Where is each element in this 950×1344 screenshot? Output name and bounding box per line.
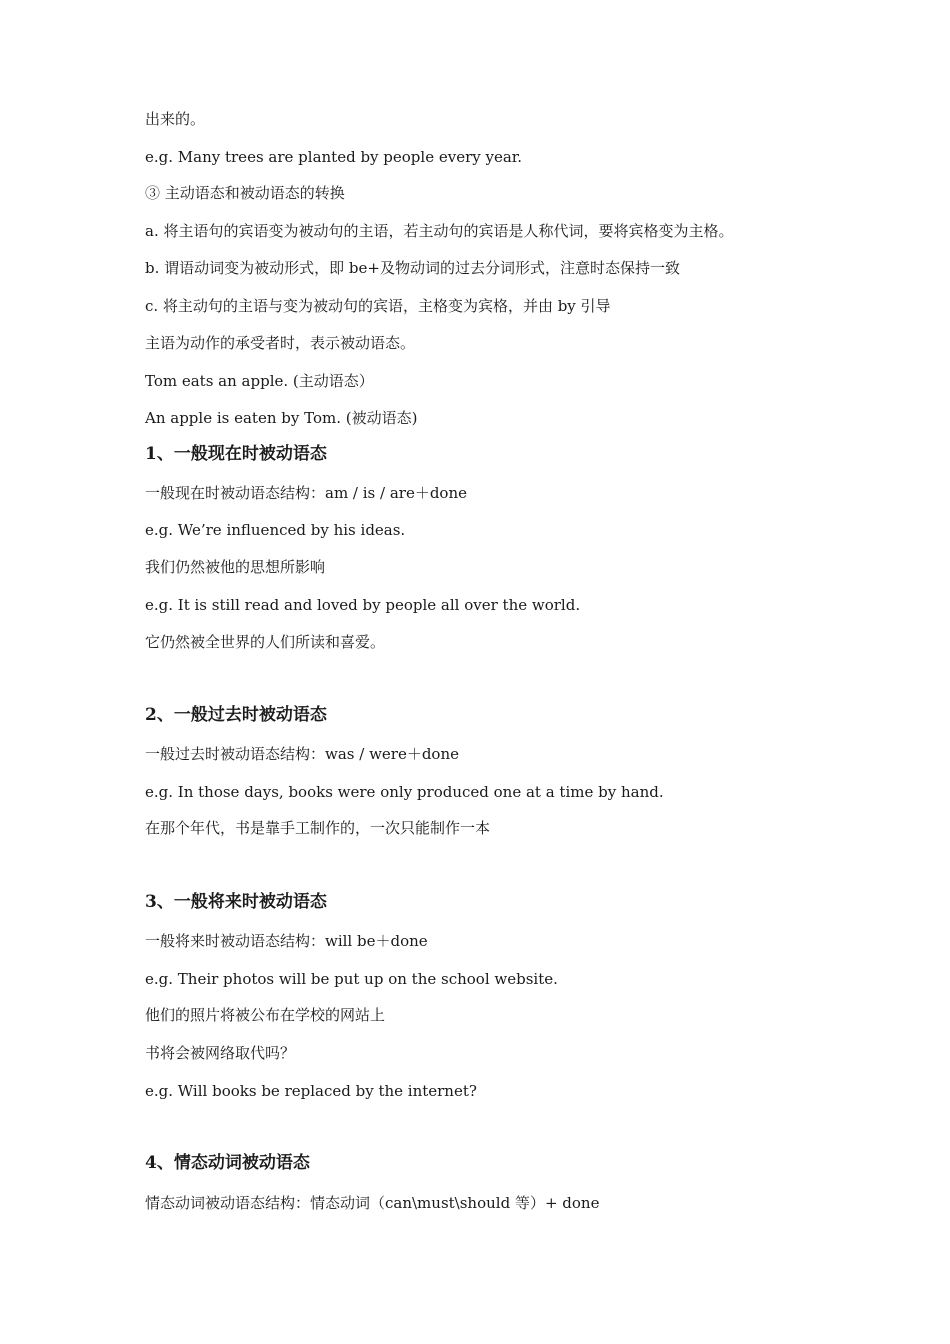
paragraph-line: 主语为动作的承受者时，表示被动语态。 — [145, 334, 416, 352]
section-heading-1: 1、一般现在时被动语态 — [145, 444, 327, 464]
structure-line: 一般过去时被动语态结构：was / were＋done — [145, 745, 460, 763]
rule-c: c. 将主动句的主语与变为被动句的宾语，主格变为宾格，并由 by 引导 — [145, 297, 611, 315]
example-sentence: e.g. Will books be replaced by the internet? — [145, 1082, 477, 1100]
example-sentence: e.g. Many trees are planted by people every year. — [145, 148, 523, 166]
example-sentence: e.g. We’re influenced by his ideas. — [145, 521, 406, 539]
translation-line: 他们的照片将被公布在学校的网站上 — [145, 1006, 386, 1024]
translation-line: 书将会被网络取代吗？ — [145, 1044, 296, 1062]
example-sentence: e.g. It is still read and loved by people all over the world. — [145, 596, 581, 614]
translation-line: 我们仍然被他的思想所影响 — [145, 558, 326, 576]
example-sentence: e.g. Their photos will be put up on the school website. — [145, 970, 558, 988]
translation-line: 它仍然被全世界的人们所读和喜爱。 — [145, 633, 386, 651]
rule-b: b. 谓语动词变为被动形式，即 be+及物动词的过去分词形式，注意时态保持一致 — [145, 259, 680, 277]
rule-a: a. 将主语句的宾语变为被动句的主语，若主动句的宾语是人称代词，要将宾格变为主格。 — [145, 222, 734, 240]
paragraph-line: 出来的。 — [145, 110, 206, 128]
example-sentence: e.g. In those days, books were only produced one at a time by hand. — [145, 783, 664, 801]
subsection-title: ③ 主动语态和被动语态的转换 — [145, 184, 345, 202]
translation-line: 在那个年代，书是靠手工制作的，一次只能制作一本 — [145, 819, 491, 837]
structure-line: 一般现在时被动语态结构：am / is / are＋done — [145, 484, 468, 502]
example-active: Tom eats an apple. (主动语态） — [145, 372, 374, 390]
section-heading-3: 3、一般将来时被动语态 — [145, 892, 327, 912]
example-passive: An apple is eaten by Tom. (被动语态) — [145, 409, 418, 427]
section-heading-2: 2、一般过去时被动语态 — [145, 705, 327, 725]
section-heading-4: 4、情态动词被动语态 — [145, 1153, 310, 1173]
structure-line: 一般将来时被动语态结构：will be＋done — [145, 932, 428, 950]
structure-line: 情态动词被动语态结构：情态动词（can\must\should 等）+ done — [145, 1194, 600, 1212]
